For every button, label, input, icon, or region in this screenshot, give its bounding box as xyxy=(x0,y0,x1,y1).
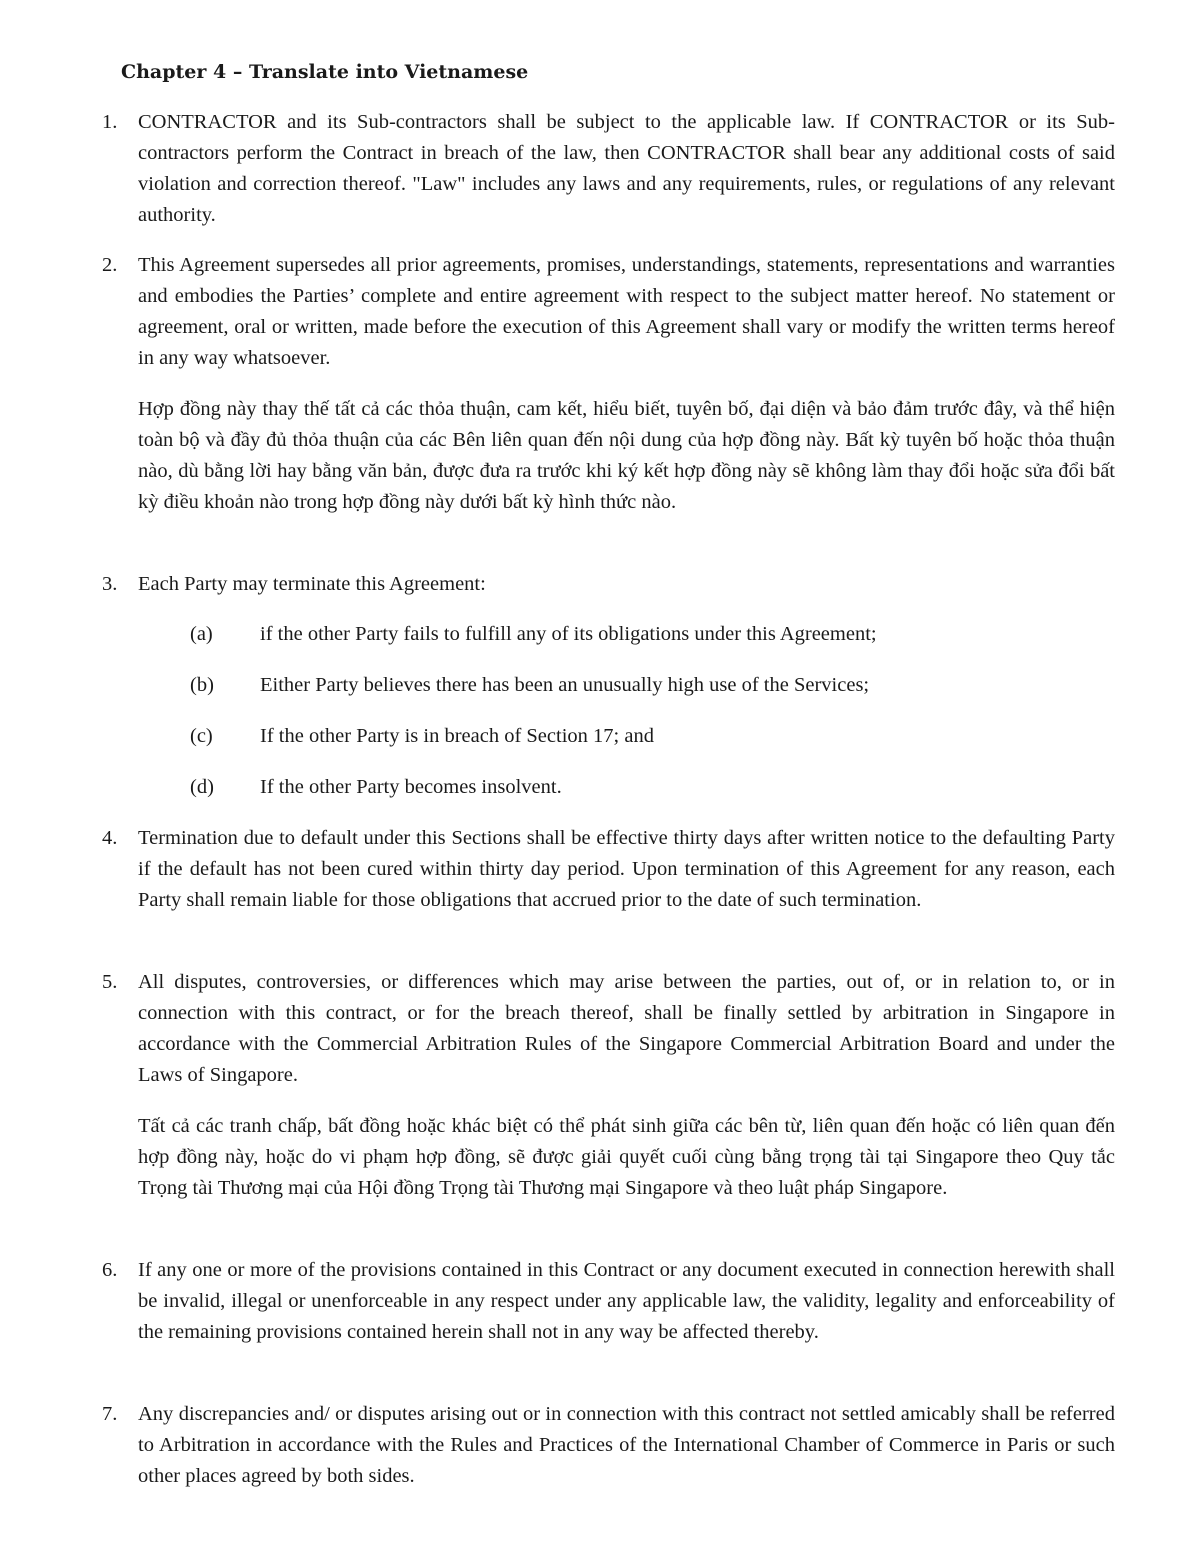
list-item-6 xyxy=(102,1255,1115,1348)
item-text: Any discrepancies and/ or disputes arising out or in connection with this contract not settled amicably shall be referred to Arbitration in accordance with the Rules and Practices of the International Chamber of Commerce in Paris or such other places agreed by both sides. xyxy=(138,1403,1115,1487)
list-item-2 xyxy=(102,250,1115,374)
list-item-4 xyxy=(102,823,1115,916)
item-text: All disputes, controversies, or differences which may arise between the parties, out of, or in relation to, or in connection with this contract, or for the breach thereof, shall be finally settled by arbitration in Singapore in accordance with the Commercial Arbitration Rules of the Singapore Commercial Arbitration Board and under the Laws of Singapore. xyxy=(138,971,1115,1086)
item-number: 6. xyxy=(102,1259,118,1281)
item-text: Each Party may terminate this Agreement: xyxy=(138,573,486,595)
item-text: This Agreement supersedes all prior agreements, promises, understandings, statements, representations and warranties and embodies the Parties’ complete and entire agreement with respect to the subject matter hereof. No statement or agreement, oral or written, made before the execution of this Agreement shall vary or modify the written terms hereof in any way whatsoever. xyxy=(138,254,1115,369)
list-item-1 xyxy=(102,107,1115,231)
item-number: 5. xyxy=(102,971,118,993)
translation-text: Hợp đồng này thay thế tất cả các thỏa thuận, cam kết, hiểu biết, tuyên bố, đại diện và bảo đảm trước đây, và thể hiện toàn bộ và đầy đủ thỏa thuận của các Bên liên quan đến nội dung của hợp đồng này. Bất kỳ tuyên bố hoặc thỏa thuận nào, dù bằng lời hay bằng văn bản, được đưa ra trước khi ký kết hợp đồng này sẽ không làm thay đổi hoặc sửa đổi bất kỳ điều khoản nào trong hợp đồng này dưới bất kỳ hình thức nào. xyxy=(138,398,1115,513)
item-number: 3. xyxy=(102,573,118,595)
sub-item-label: (a) xyxy=(190,623,213,645)
sub-item-label: (d) xyxy=(190,776,214,798)
item-number: 2. xyxy=(102,254,118,276)
translation-item-5 xyxy=(138,1111,1115,1204)
sub-item-text: If the other Party is in breach of Section 17; and xyxy=(260,725,654,747)
sub-item-text: Either Party believes there has been an unusually high use of the Services; xyxy=(260,674,870,696)
sub-item-label: (c) xyxy=(190,725,213,747)
item-text: If any one or more of the provisions contained in this Contract or any document executed in connection herewith shall be invalid, illegal or unenforceable in any respect under any applicable law, the validity, legality and enforceability of the remaining provisions contained herein shall not in any way be affected thereby. xyxy=(138,1259,1115,1343)
sub-item-text: If the other Party becomes insolvent. xyxy=(260,776,562,798)
list-item-3 xyxy=(102,569,1115,600)
list-item-5 xyxy=(102,967,1115,1091)
sub-item-text: if the other Party fails to fulfill any of its obligations under this Agreement; xyxy=(260,623,877,645)
item-number: 1. xyxy=(102,111,118,133)
translation-text: Tất cả các tranh chấp, bất đồng hoặc khác biệt có thể phát sinh giữa các bên từ, liên quan đến hoặc có liên quan đến hợp đồng này, hoặc do vi phạm hợp đồng, sẽ được giải quyết cuối cùng bằng trọng tài tại Singapore theo Quy tắc Trọng tài Thương mại của Hội đồng Trọng tài Thương mại Singapore và theo luật pháp Singapore. xyxy=(138,1115,1115,1199)
item-text: Termination due to default under this Sections shall be effective thirty days after written notice to the defaulting Party if the default has not been cured within thirty day period. Upon termination of this Agreement for any reason, each Party shall remain liable for those obligations that accrued prior to the date of such termination. xyxy=(138,827,1115,911)
item-number: 4. xyxy=(102,827,118,849)
item-number: 7. xyxy=(102,1403,118,1425)
list-item-7 xyxy=(102,1399,1115,1492)
translation-item-2 xyxy=(138,394,1115,518)
sub-item-label: (b) xyxy=(190,674,214,696)
item-text: CONTRACTOR and its Sub-contractors shall be subject to the applicable law. If CONTRACTOR or its Sub-contractors perform the Contract in breach of the law, then CONTRACTOR shall bear any additional costs of said violation and correction thereof. "Law" includes any laws and any requirements, rules, or regulations of any relevant authority. xyxy=(138,111,1115,226)
page-title: Chapter 4 – Translate into Vietnamese xyxy=(121,61,529,83)
